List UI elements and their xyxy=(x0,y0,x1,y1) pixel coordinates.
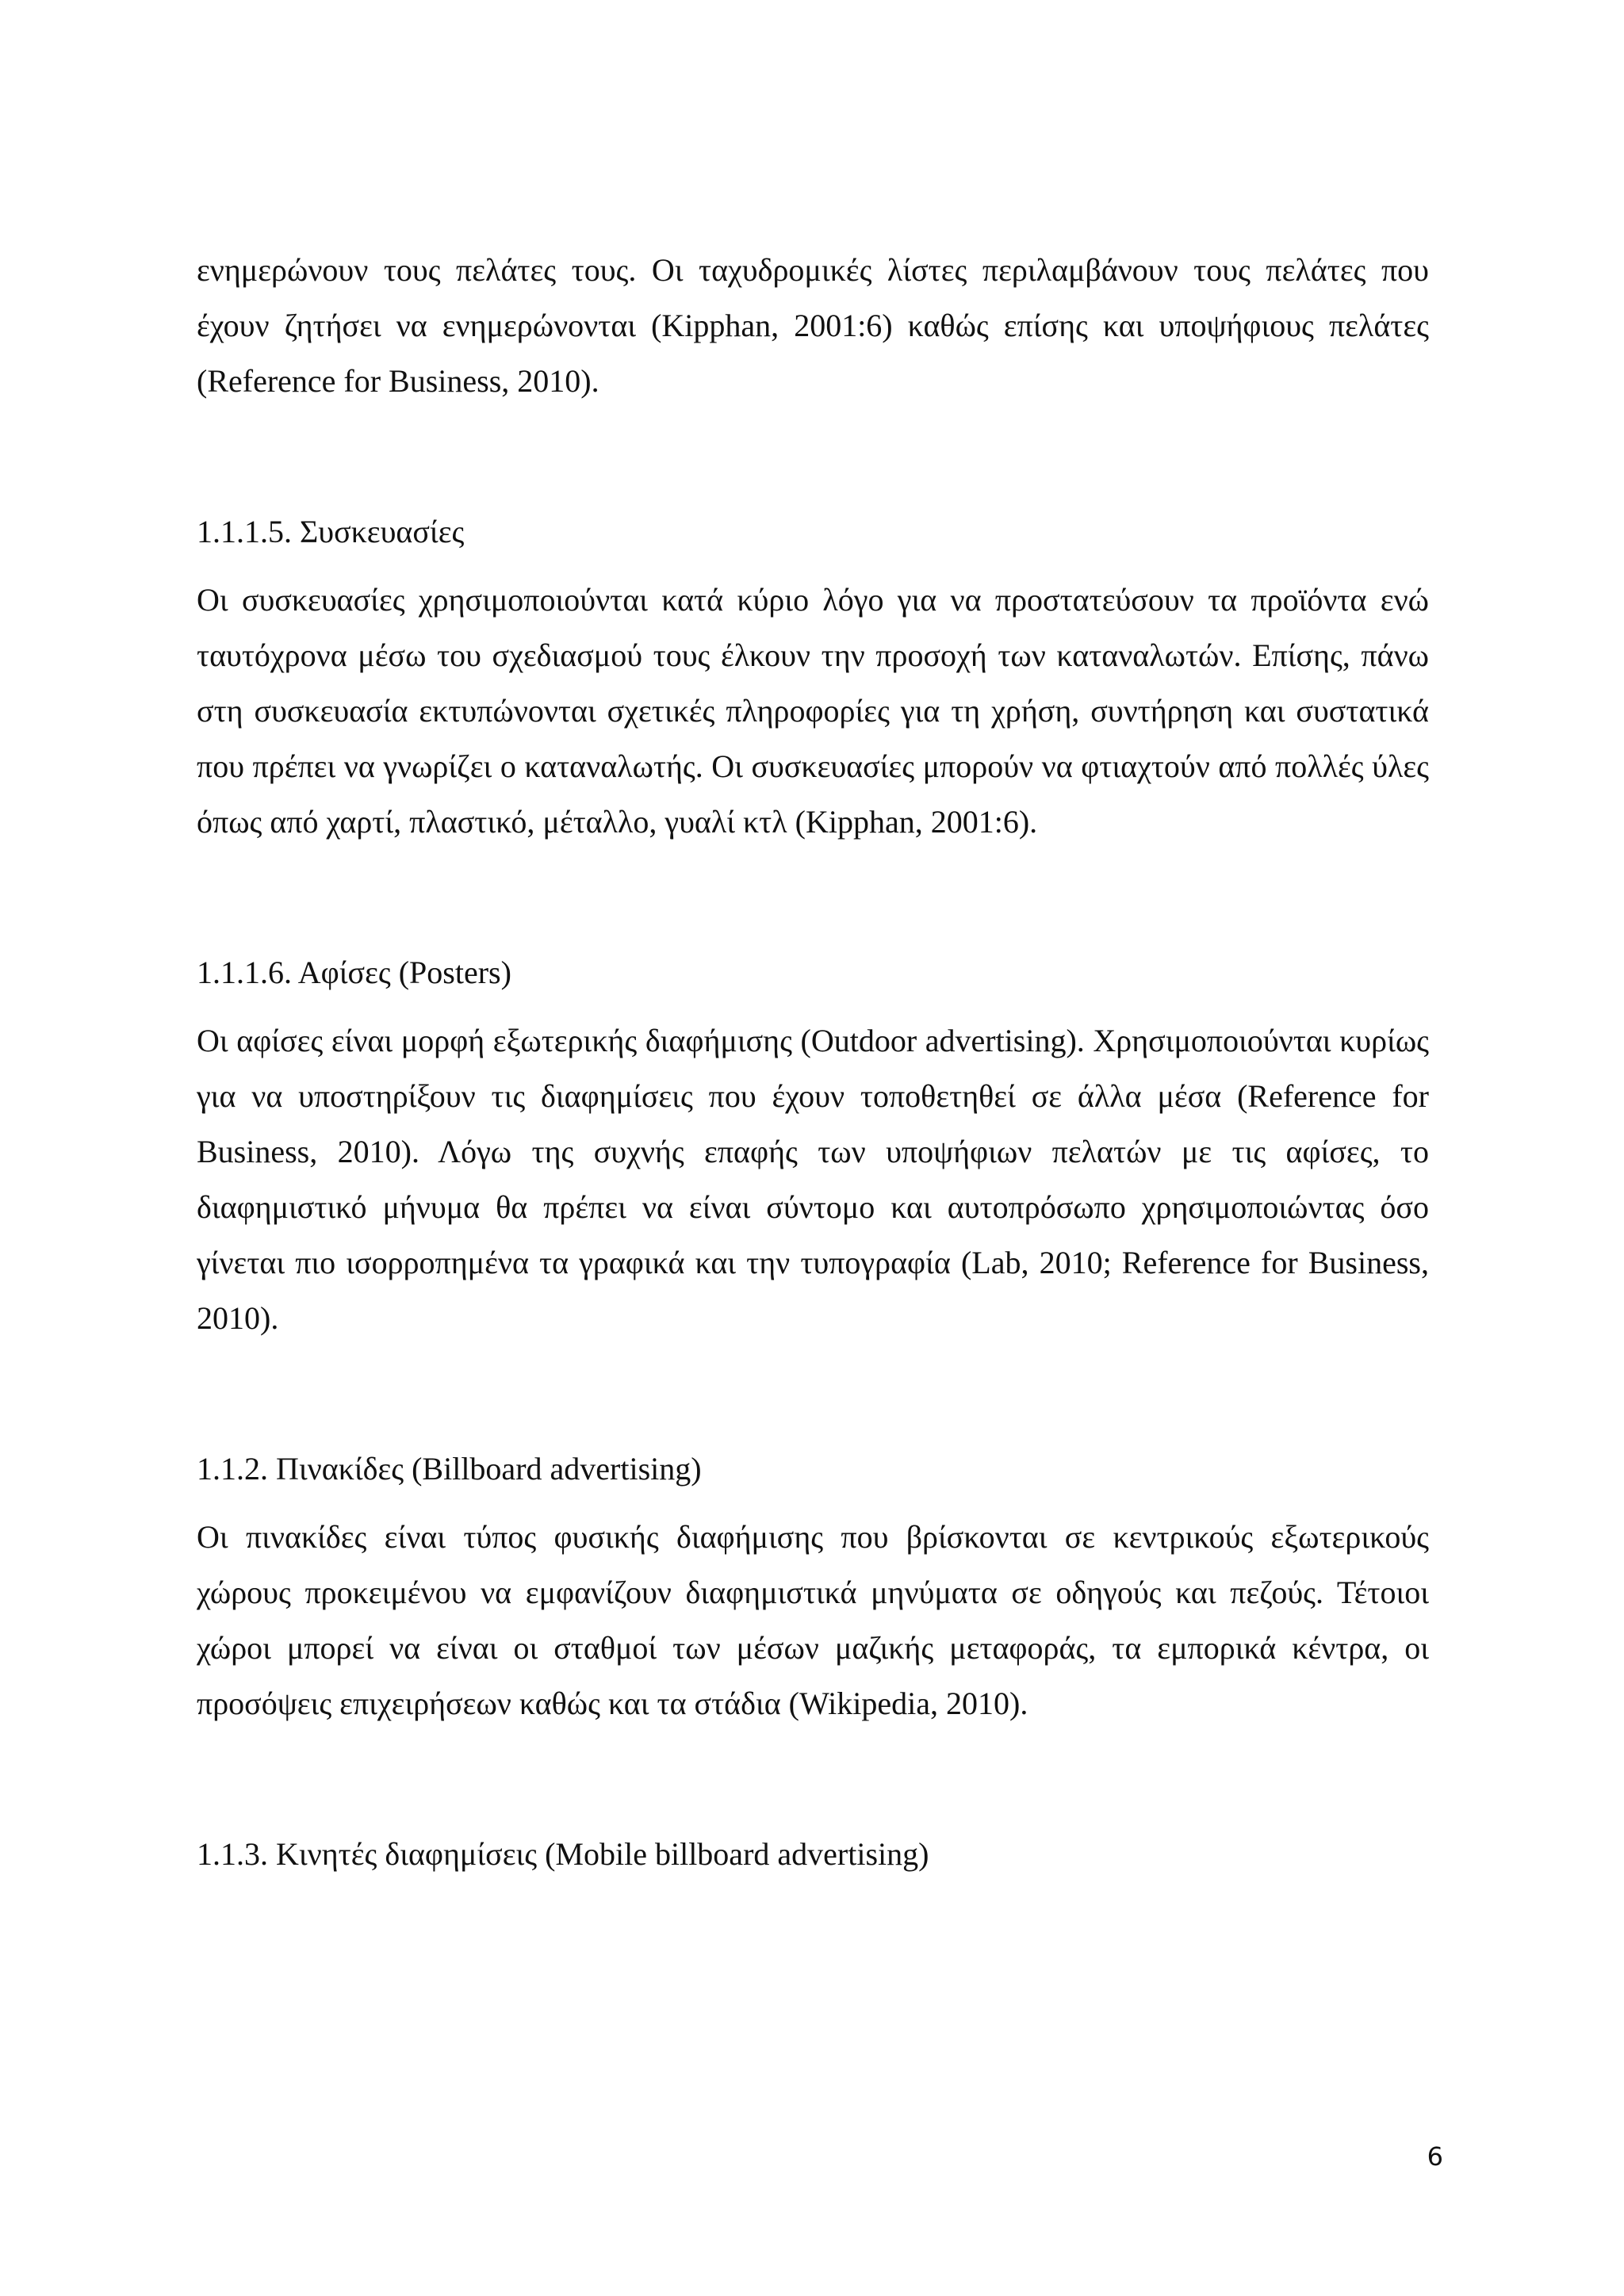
section-paragraph-posters: Οι αφίσες είναι μορφή εξωτερικής διαφήμισης (Outdoor advertising). Χρησιμοποιούνται κυρίως για να υποστηρίξουν τις διαφημίσεις που έχουν τοποθετηθεί σε άλλα μέσα (Reference for Business, 2010). Λόγω της συχνής επαφής των υποψήφιων πελατών με τις αφίσες, το διαφημιστικό μήνυμα θα πρέπει να είναι σύντομο και αυτοπρόσωπο χρησιμοποιώντας όσο γίνεται πιο ισορροπημένα τα γραφικά και την τυπογραφία (Lab, 2010; Reference for Business, 2010). xyxy=(197,1023,1429,1336)
section-paragraph-packaging: Οι συσκευασίες χρησιμοποιούνται κατά κύριο λόγο για να προστατεύσουν τα προϊόντα ενώ ταυτόχρονα μέσω του σχεδιασμού τους έλκουν την προσοχή των καταναλωτών. Επίσης, πάνω στη συσκευασία εκτυπώνονται σχετικές πληροφορίες για τη χρήση, συντήρηση και συστατικά που πρέπει να γνωρίζει ο καταναλωτής. Οι συσκευασίες μπορούν να φτιαχτούν από πολλές ύλες όπως από χαρτί, πλαστικό, μέταλλο, γυαλί κτλ (Kipphan, 2001:6). xyxy=(197,582,1429,840)
section-heading-packaging: 1.1.1.5. Συσκευασίες xyxy=(197,514,465,549)
section-paragraph-billboards: Οι πινακίδες είναι τύπος φυσικής διαφήμισης που βρίσκονται σε κεντρικούς εξωτερικούς χώρους προκειμένου να εμφανίζουν διαφημιστικά μηνύματα σε οδηγούς και πεζούς. Τέτοιοι χώροι μπορεί να είναι οι σταθμοί των μέσων μαζικής μεταφοράς, τα εμπορικά κέντρα, οι προσόψεις επιχειρήσεων καθώς και τα στάδια (Wikipedia, 2010). xyxy=(197,1519,1429,1721)
page-body xyxy=(197,243,1429,1882)
section-heading-posters: 1.1.1.6. Αφίσες (Posters) xyxy=(197,955,511,990)
section-heading-mobile-billboards: 1.1.3. Κινητές διαφημίσεις (Mobile billboard advertising) xyxy=(197,1836,929,1872)
section-heading-billboards: 1.1.2. Πινακίδες (Billboard advertising) xyxy=(197,1451,702,1487)
page-number: 6 xyxy=(1427,2141,1443,2172)
intro-paragraph: ενημερώνουν τους πελάτες τους. Οι ταχυδρομικές λίστες περιλαμβάνουν τους πελάτες που έχουν ζητήσει να ενημερώνονται (Kipphan, 2001:6) καθώς επίσης και υποψήφιους πελάτες (Reference for Business, 2010). xyxy=(197,252,1429,399)
